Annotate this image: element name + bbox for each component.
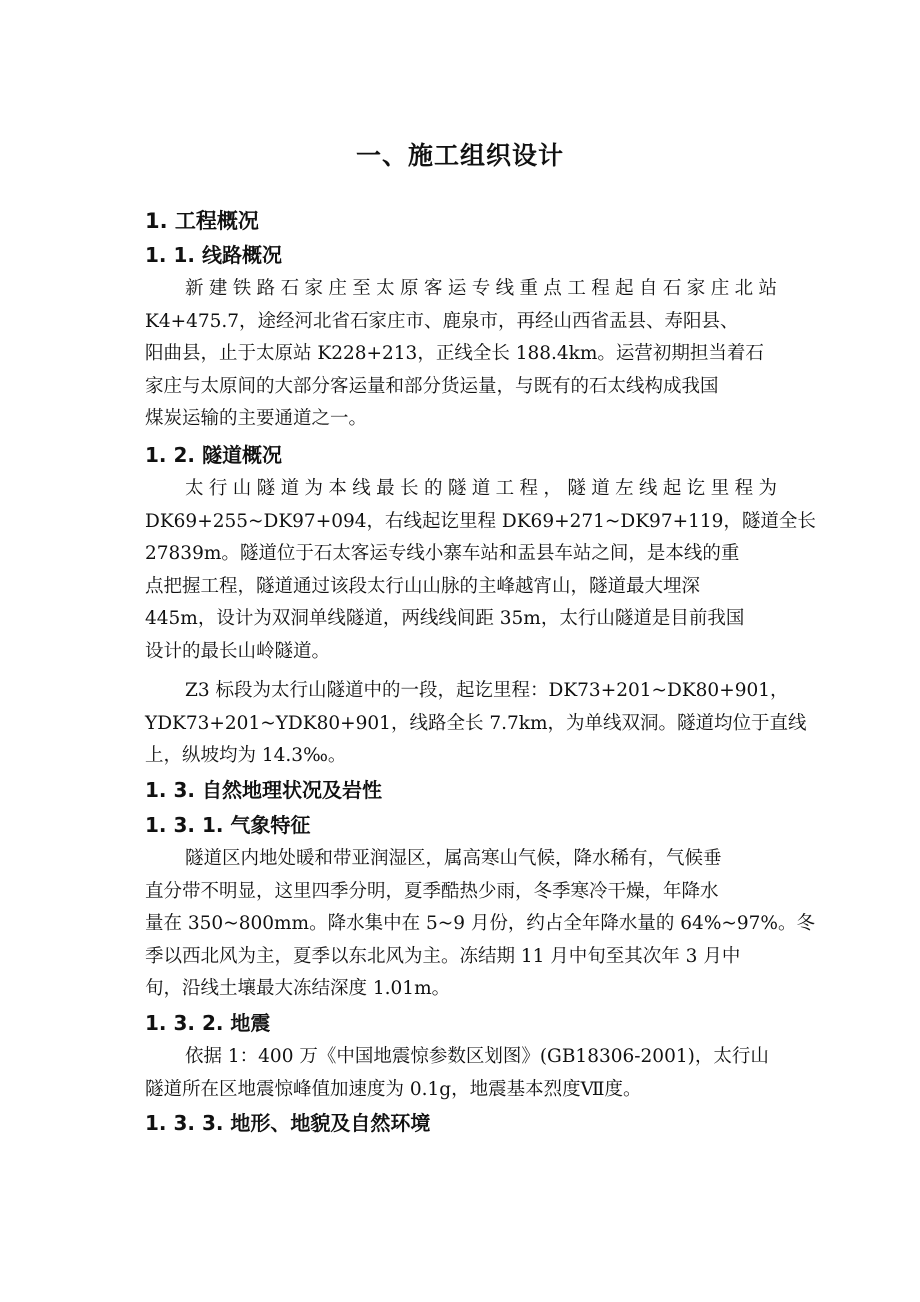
- text-line: 27839m。隧道位于石太客运专线小寨车站和盂县车站之间，是本线的重: [145, 543, 740, 565]
- page-title: 一、施工组织设计: [355, 141, 564, 170]
- text-line: 隧道区内地处暖和带亚润湿区，属高寒山气候，降水稀有，气候垂: [185, 848, 722, 869]
- text-line: 煤炭运输的主要通道之一。: [145, 408, 368, 430]
- heading-1-3-1: 1. 3. 1. 气象特征: [145, 813, 311, 837]
- text-line: K4+475.7，途经河北省石家庄市、鹿泉市，再经山西省盂县、寿阳县、: [145, 310, 739, 332]
- paragraph-z3-section: [145, 675, 807, 773]
- text-line: 上，纵坡均为 14.3‰。: [145, 745, 347, 767]
- text-line: 445m，设计为双洞单线隧道，两线线间距 35m，太行山隧道是目前我国: [145, 608, 745, 630]
- text-line: 隧道所在区地震惊峰值加速度为 0.1g，地震基本烈度Ⅶ度。: [145, 1078, 642, 1100]
- heading-1-1: 1. 1. 线路概况: [145, 243, 282, 267]
- text-line: YDK73+201~YDK80+901，线路全长 7.7km，为单线双洞。隧道均位于直线: [145, 712, 807, 734]
- heading-1-3: 1. 3. 自然地理状况及岩性: [145, 778, 382, 802]
- text-line: Z3 标段为太行山隧道中的一段，起讫里程：DK73+201~DK80+901，: [185, 680, 789, 701]
- paragraph-tunnel-overview: [145, 473, 816, 669]
- text-line: 设计的最长山岭隧道。: [145, 640, 331, 662]
- text-line: 阳曲县，止于太原站 K228+213，正线全长 188.4km。运营初期担当着石: [145, 343, 764, 365]
- text-line: 依据 1：400 万《中国地震惊参数区划图》(GB18306-2001)，太行山: [185, 1046, 769, 1067]
- text-line: 直分带不明显，这里四季分明，夏季酷热少雨，冬季寒冷干燥，年降水: [145, 880, 719, 902]
- text-line: 新建铁路石家庄至太原客运专线重点工程起自石家庄北站: [185, 278, 777, 299]
- heading-1: 1. 工程概况: [145, 209, 259, 233]
- text-line: 季以西北风为主，夏季以东北风为主。冻结期 11 月中旬至其次年 3 月中: [145, 945, 741, 967]
- heading-1-3-2: 1. 3. 2. 地震: [145, 1011, 271, 1035]
- text-line: 量在 350~800mm。降水集中在 5~9 月份，约占全年降水量的 64%~97%。冬: [145, 913, 816, 935]
- text-line: 旬，沿线土壤最大冻结深度 1.01m。: [145, 978, 451, 1000]
- paragraph-earthquake: [145, 1041, 777, 1106]
- text-line: 点把握工程，隧道通过该段太行山山脉的主峰越宵山，隧道最大埋深: [145, 575, 701, 597]
- heading-1-3-3: 1. 3. 3. 地形、地貌及自然环境: [145, 1111, 431, 1135]
- paragraph-climate: [145, 843, 816, 1006]
- heading-1-2: 1. 2. 隧道概况: [145, 443, 282, 467]
- text-line: 太行山隧道为本线最长的隧道工程，隧道左线起讫里程为: [185, 478, 777, 499]
- text-line: 家庄与太原间的大部分客运量和部分货运量，与既有的石太线构成我国: [145, 375, 719, 397]
- paragraph-route-overview: [145, 273, 777, 436]
- text-line: DK69+255~DK97+094，右线起讫里程 DK69+271~DK97+119，隧道全长: [145, 510, 816, 532]
